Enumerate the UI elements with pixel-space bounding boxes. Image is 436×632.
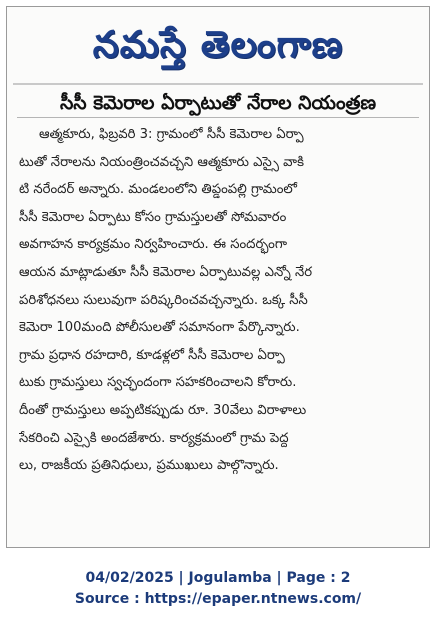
newspaper-clipping <box>6 6 430 548</box>
masthead-title: నమస్తే తెలంగాణ <box>92 23 344 66</box>
source-link[interactable]: Source : https://epaper.ntnews.com/ <box>74 591 362 607</box>
article-line: కెమెరా 100మంది పోలీసులతో సమానంగా పేర్కొన్నారు. <box>19 320 300 336</box>
article-line: టుతో నేరాలను నియంత్రించవచ్చని ఆత్మకూరు ఎస్సై వాకి <box>19 154 304 170</box>
article-line: గ్రామ ప్రధాన రహదారి, కూడళ్లలో సీసీ కెమెరాల ఏర్పా <box>19 347 285 363</box>
article-line: టి నరేందర్ అన్నారు. మండలంలోని తిప్డంపల్లి గ్రామంలో <box>19 182 297 198</box>
article-line: ఆయన మాట్లాడుతూ సీసీ కెమెరాల ఏర్పాటువల్ల ఎన్నో నేర <box>19 264 313 280</box>
article-line: టుకు గ్రామస్తులు స్వచ్ఛందంగా సహకరించాలని కోరారు. <box>19 375 297 391</box>
newspaper-masthead <box>19 15 417 79</box>
masthead-divider <box>13 83 423 85</box>
article-headline: సీసీ కెమెరాల ఏర్పాటుతో నేరాల నియంత్రణ <box>59 92 377 114</box>
article-line: లు, రాజకీయ ప్రతినిధులు, ప్రముఖులు పాల్గొన్నారు. <box>19 458 279 474</box>
article-line: దీంతో గ్రామస్తులు అప్పటికప్పుడు రూ. 30వేలు విరాళాలు <box>19 402 307 418</box>
article-line: సీసీ కెమెరాల ఏర్పాటు కోసం గ్రామస్తులతో సోమవారం <box>19 209 287 225</box>
article-line: ఆత్మకూరు, ఫిబ్రవరి 3: గ్రామంలో సీసీ కెమెరాల ఏర్పా <box>39 127 304 142</box>
article-line: సేకరించి ఎస్సైకి అందజేశారు. కార్యక్రమంలో గ్రామ పెద్ద <box>19 430 289 446</box>
headline-divider <box>17 117 419 118</box>
article-line: పరిశోధనలు సులువుగా పరిష్కరించవచ్చన్నారు. ఒక్క సీసీ <box>19 292 308 308</box>
publication-info: 04/02/2025 | Jogulamba | Page : 2 <box>85 570 351 586</box>
article-body <box>19 121 419 480</box>
article-line: అవగాహన కార్యక్రమం నిర్వహించారు. ఈ సందర్భంగా <box>19 237 287 253</box>
